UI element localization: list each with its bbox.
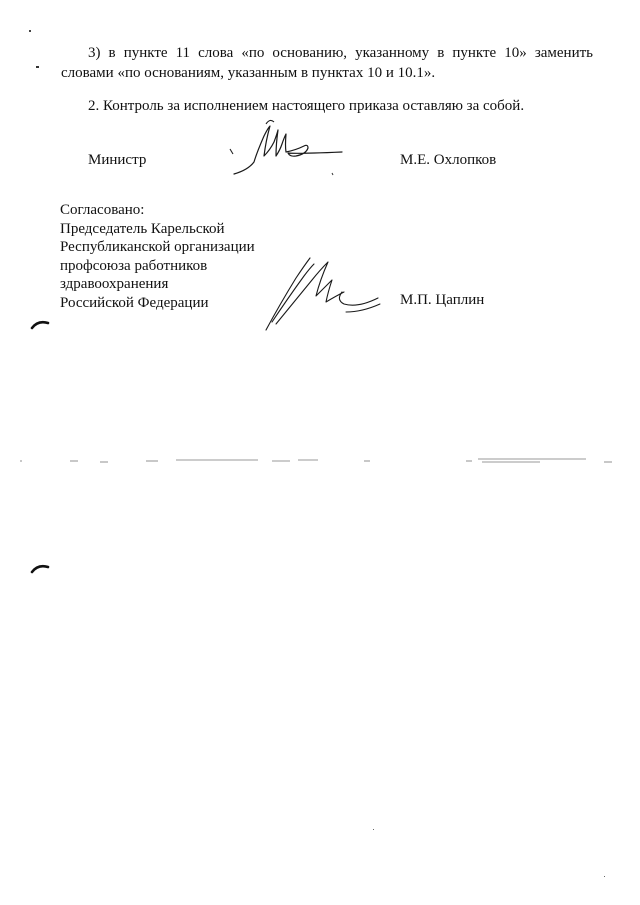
scan-dot: [373, 829, 374, 830]
minister-title: Министр: [88, 152, 147, 168]
minister-name: М.Е. Охлопков: [400, 152, 497, 168]
paragraph-item-3: 3) в пункте 11 слова «по основанию, указанному в пункте 10» заменить словами «по основаниям, указанным в пунктах 10 и 10.1».: [61, 45, 593, 81]
minister-signature: [224, 116, 349, 178]
paragraph-control: 2. Контроль за исполнением настоящего приказа оставляю за собой.: [88, 98, 525, 114]
approval-line: Председатель Карельской: [60, 220, 225, 237]
scan-punch-mark: [30, 562, 50, 574]
approval-line: профсоюза работников: [60, 257, 208, 274]
approval-line: Российской Федерации: [60, 294, 209, 311]
approval-block: [60, 201, 255, 313]
union-head-signature: [258, 252, 388, 334]
scan-punch-mark: [30, 318, 50, 330]
scan-dot: [29, 30, 31, 32]
approval-line: здравоохранения: [60, 276, 169, 293]
approval-line: Республиканской организации: [60, 239, 255, 256]
scan-dot: [604, 876, 605, 877]
approval-line: Согласовано:: [60, 202, 145, 218]
union-head-name: М.П. Цаплин: [400, 292, 485, 308]
scan-dot: [36, 66, 39, 68]
scan-line: [0, 456, 640, 468]
